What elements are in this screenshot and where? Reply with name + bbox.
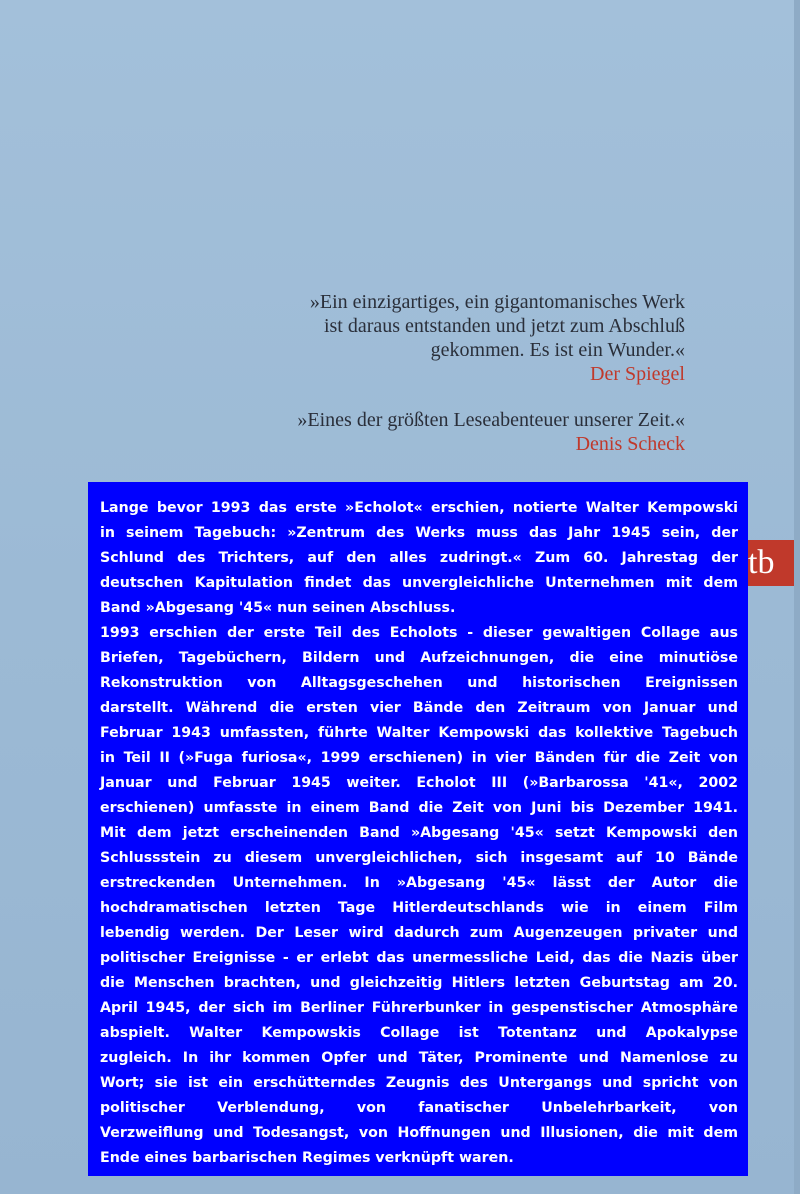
quote-line: ist daraus entstanden und jetzt zum Abschluß [323, 315, 685, 337]
blurb-line: in seinem Tagebuch: »Zentrum des Werks muss das Jahr 1945 sein, der [100, 525, 738, 541]
blurb-line: Januar und Februar 1945 weiter. Echolot III (»Barbarossa '41«, 2002 [100, 775, 738, 791]
blurb-line: Lange bevor 1993 das erste »Echolot« erschien, notierte Walter Kempowski [100, 500, 738, 516]
blurb-line: lebendig werden. Der Leser wird dadurch zum Augenzeugen privater und [100, 925, 738, 941]
quote-source: Der Spiegel [590, 363, 685, 385]
blurb-line: darstellt. Während die ersten vier Bände den Zeitraum von Januar und [100, 700, 738, 716]
quote-source: Denis Scheck [575, 433, 685, 455]
publisher-logo: tb [748, 540, 794, 586]
blurb-line: Schlund des Trichters, auf den alles zudringt.« Zum 60. Jahrestag der [100, 550, 738, 566]
quote-line: »Ein einzigartiges, ein gigantomanisches Werk [309, 291, 685, 313]
blurb-line: Wort; sie ist ein erschütterndes Zeugnis des Untergangs und spricht von [100, 1075, 738, 1091]
quote-der-spiegel [310, 290, 685, 386]
blurb-line: politischer Ereignisse - er erlebt das unermessliche Leid, das die Nazis über [100, 950, 738, 966]
quote-line: »Eines der größten Leseabenteuer unserer Zeit.« [297, 409, 685, 431]
blurb-line: hochdramatischen letzten Tage Hitlerdeutschlands wie in einem Film [100, 900, 738, 916]
blurb-line: Schlussstein zu diesem unvergleichlichen, sich insgesamt auf 10 Bände [100, 850, 738, 866]
quote-denis-scheck [297, 408, 685, 456]
blurb-line: die Menschen brachten, und gleichzeitig Hitlers letzten Geburtstag am 20. [100, 975, 738, 991]
blurb-paragraph-2 [100, 621, 738, 1171]
quote-line: gekommen. Es ist ein Wunder.« [430, 339, 685, 361]
blurb-text-block [88, 482, 748, 1176]
blurb-line: deutschen Kapitulation findet das unvergleichliche Unternehmen mit dem [100, 575, 738, 591]
blurb-line: zugleich. In ihr kommen Opfer und Täter, Prominente und Namenlose zu [100, 1050, 738, 1066]
blurb-line: Verzweiflung und Todesangst, von Hoffnungen und Illusionen, die mit dem [100, 1125, 738, 1141]
blurb-line: Ende eines barbarischen Regimes verknüpft waren. [100, 1150, 514, 1166]
blurb-line: Briefen, Tagebüchern, Bildern und Aufzeichnungen, die eine minutiöse [100, 650, 738, 666]
blurb-line: Mit dem jetzt erscheinenden Band »Abgesang '45« setzt Kempowski den [100, 825, 738, 841]
blurb-line: in Teil II (»Fuga furiosa«, 1999 erschienen) in vier Bänden für die Zeit von [100, 750, 738, 766]
blurb-line: erstreckenden Unternehmen. In »Abgesang '45« lässt der Autor die [100, 875, 738, 891]
blurb-line: 1993 erschien der erste Teil des Echolots - dieser gewaltigen Collage aus [100, 625, 738, 641]
blurb-line: Februar 1943 umfassten, führte Walter Kempowski das kollektive Tagebuch [100, 725, 738, 741]
blurb-paragraph-1 [100, 496, 738, 621]
blurb-line: Band »Abgesang '45« nun seinen Abschluss. [100, 600, 456, 616]
blurb-line: erschienen) umfasste in einem Band die Zeit von Juni bis Dezember 1941. [100, 800, 738, 816]
blurb-line: abspielt. Walter Kempowskis Collage ist Totentanz und Apokalypse [100, 1025, 738, 1041]
blurb-line: Rekonstruktion von Alltagsgeschehen und historischen Ereignissen [100, 675, 738, 691]
blurb-line: politischer Verblendung, von fanatischer Unbelehrbarkeit, von [100, 1100, 738, 1116]
cover-edge [794, 0, 800, 1194]
blurb-line: April 1945, der sich im Berliner Führerbunker in gespenstischer Atmosphäre [100, 1000, 738, 1016]
